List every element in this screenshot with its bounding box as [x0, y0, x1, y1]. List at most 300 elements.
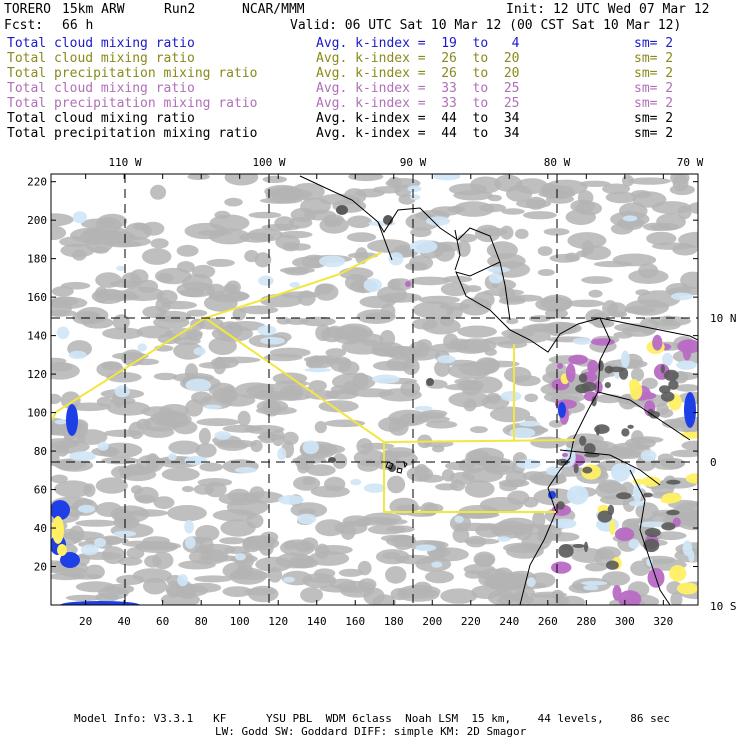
- field-cell: [439, 303, 471, 310]
- x-tick-label: 280: [576, 615, 597, 628]
- field-cell: [581, 581, 607, 585]
- field-cell: [118, 557, 143, 566]
- field-cell: [489, 273, 503, 284]
- field-cell: [662, 316, 674, 324]
- field-cell: [305, 368, 332, 372]
- field-cell: [466, 536, 487, 548]
- legend-field: Total cloud mixing ratio: [7, 51, 195, 66]
- field-cell: [631, 190, 652, 198]
- x-tick-label: 320: [653, 615, 674, 628]
- field-cell: [185, 536, 196, 549]
- field-cell: [137, 542, 181, 550]
- field-cell: [315, 284, 332, 295]
- field-cell: [113, 314, 130, 330]
- field-cell: [228, 489, 251, 503]
- y-tick-label: 80: [33, 445, 47, 459]
- legend-sm: sm= 2: [634, 51, 674, 66]
- field-cell: [43, 310, 77, 317]
- run-label: Run2: [164, 2, 196, 17]
- field-cell: [98, 587, 129, 600]
- field-cell: [529, 315, 551, 322]
- field-cell: [282, 242, 299, 251]
- field-cell: [500, 226, 514, 240]
- field-cell: [300, 587, 323, 603]
- field-cell: [63, 435, 85, 444]
- field-cell: [515, 229, 529, 239]
- field-cell: [397, 588, 439, 602]
- field-cell: [573, 338, 592, 345]
- longitude-label: 80 W: [543, 156, 571, 169]
- field-cell: [606, 561, 619, 570]
- field-cell: [185, 223, 227, 239]
- field-cell: [235, 553, 246, 560]
- field-cell: [615, 527, 634, 541]
- model-name: TORERO: [4, 2, 51, 17]
- field-cell: [675, 384, 700, 392]
- field-cell: [471, 585, 501, 599]
- field-cell: [347, 232, 376, 242]
- field-cell: [198, 478, 233, 487]
- legend-field: Total cloud mixing ratio: [7, 36, 195, 51]
- field-cell: [386, 525, 414, 532]
- field-cell: [57, 327, 70, 340]
- field-cell: [161, 301, 197, 309]
- field-cell: [204, 405, 222, 410]
- legend-sm: sm= 2: [634, 36, 674, 51]
- field-cell: [273, 373, 308, 385]
- x-tick-label: 200: [422, 615, 443, 628]
- field-cell: [661, 365, 665, 374]
- forecast-hours: 66 h: [62, 18, 94, 33]
- field-cell: [186, 379, 212, 392]
- legend-kindex: Avg. k-index = 19 to 4: [316, 36, 520, 51]
- field-cell: [680, 272, 705, 289]
- longitude-label: 70 W: [676, 156, 704, 169]
- field-cell: [558, 402, 566, 418]
- field-cell: [168, 441, 200, 455]
- field-cell: [223, 586, 253, 597]
- field-cell: [69, 451, 96, 461]
- y-tick-label: 20: [33, 560, 47, 574]
- field-cell: [673, 175, 689, 191]
- field-cell: [623, 325, 656, 337]
- field-cell: [219, 537, 245, 544]
- field-cell: [448, 392, 491, 408]
- field-cell: [92, 289, 125, 304]
- field-cell: [488, 195, 502, 202]
- field-cell: [405, 281, 411, 287]
- field-cell: [643, 223, 669, 231]
- field-cell: [291, 559, 318, 569]
- field-cell: [61, 282, 90, 290]
- field-cell: [588, 290, 602, 298]
- field-cell: [73, 211, 87, 223]
- field-cell: [233, 308, 246, 320]
- field-cell: [144, 555, 162, 568]
- field-cell: [611, 223, 634, 235]
- field-cell: [257, 434, 284, 440]
- field-cell: [483, 289, 524, 296]
- field-cell: [263, 176, 287, 183]
- field-cell: [574, 464, 579, 474]
- field-cell: [630, 436, 664, 443]
- field-cell: [246, 514, 263, 529]
- field-cell: [306, 464, 335, 476]
- field-cell: [303, 477, 316, 486]
- field-cell: [410, 194, 420, 200]
- field-cell: [407, 185, 421, 192]
- field-cell: [666, 510, 679, 515]
- field-cell: [47, 450, 60, 466]
- field-cell: [66, 404, 78, 436]
- y-tick-label: 180: [27, 252, 47, 266]
- field-cell: [141, 406, 173, 417]
- field-cell: [530, 437, 566, 449]
- field-cell: [480, 497, 523, 512]
- field-cell: [217, 357, 261, 364]
- field-cell: [566, 363, 576, 382]
- field-cell: [55, 420, 67, 425]
- field-cell: [662, 353, 673, 366]
- field-cell: [319, 255, 345, 267]
- field-cell: [75, 520, 117, 527]
- field-cell: [671, 293, 693, 301]
- field-cell: [652, 335, 662, 351]
- field-cell: [81, 544, 99, 555]
- field-cell: [682, 441, 709, 451]
- field-cell: [506, 318, 518, 324]
- field-cell: [96, 502, 123, 517]
- field-cell: [517, 459, 541, 469]
- field-cell: [608, 505, 614, 516]
- field-cell: [364, 278, 382, 292]
- field-cell: [426, 378, 434, 386]
- field-cell: [425, 571, 454, 584]
- x-tick-label: 140: [306, 615, 327, 628]
- field-cell: [501, 208, 525, 214]
- field-cell: [643, 539, 659, 552]
- init-time: Init: 12 UTC Wed 07 Mar 12: [506, 2, 710, 17]
- field-cell: [185, 456, 208, 465]
- field-cell: [97, 214, 127, 229]
- field-cell: [670, 450, 703, 458]
- legend-field: Total precipitation mixing ratio: [7, 126, 258, 141]
- field-cell: [187, 174, 210, 180]
- field-cell: [426, 421, 458, 429]
- field-cell: [582, 467, 592, 474]
- field-cell: [609, 520, 615, 536]
- field-cell: [544, 180, 587, 195]
- field-cell: [212, 388, 238, 404]
- y-tick-label: 60: [33, 483, 47, 497]
- field-cell: [497, 340, 527, 348]
- field-cell: [683, 545, 690, 551]
- field-cell: [137, 343, 147, 351]
- field-cell: [292, 456, 326, 463]
- field-cell: [652, 243, 693, 250]
- field-cell: [324, 477, 345, 492]
- field-cell: [354, 519, 372, 527]
- field-cell: [351, 388, 394, 397]
- x-tick-label: 300: [614, 615, 635, 628]
- x-tick-label: 120: [268, 615, 289, 628]
- field-cell: [497, 585, 535, 601]
- field-cell: [567, 300, 604, 308]
- x-tick-label: 240: [499, 615, 520, 628]
- field-cell: [623, 215, 638, 221]
- field-cell: [364, 483, 386, 492]
- field-cell: [380, 330, 395, 348]
- field-cell: [150, 185, 166, 200]
- field-cell: [440, 315, 454, 326]
- field-cell: [78, 505, 95, 513]
- field-cell: [432, 445, 444, 452]
- field-cell: [389, 252, 404, 265]
- field-cell: [303, 440, 319, 454]
- y-tick-label: 220: [27, 175, 47, 189]
- field-cell: [583, 585, 598, 590]
- field-cell: [686, 473, 706, 483]
- field-cell: [681, 432, 705, 439]
- field-cell: [207, 259, 235, 267]
- field-cell: [579, 373, 587, 382]
- field-cell: [155, 311, 192, 323]
- field-cell: [300, 198, 331, 215]
- field-cell: [162, 468, 200, 482]
- field-cell: [686, 521, 708, 528]
- field-cell: [57, 544, 67, 556]
- y-tick-label: 140: [27, 329, 47, 343]
- field-cell: [373, 361, 409, 371]
- legend-field: Total cloud mixing ratio: [7, 81, 195, 96]
- field-cell: [168, 453, 177, 460]
- field-cell: [470, 426, 488, 433]
- field-cell: [630, 382, 643, 400]
- field-cell: [447, 206, 465, 213]
- field-cell: [315, 325, 331, 342]
- field-cell: [71, 574, 102, 580]
- field-cell: [278, 495, 304, 505]
- field-cell: [196, 418, 239, 426]
- field-cell: [538, 269, 555, 276]
- legend-field: Total cloud mixing ratio: [7, 111, 195, 126]
- field-cell: [584, 542, 588, 553]
- field-cell: [194, 347, 206, 355]
- legend-sm: sm= 2: [634, 126, 674, 141]
- field-cell: [142, 222, 165, 236]
- x-tick-label: 20: [79, 615, 93, 628]
- field-cell: [66, 595, 101, 601]
- x-tick-label: 60: [156, 615, 170, 628]
- field-cell: [527, 577, 536, 587]
- y-tick-label: 160: [27, 291, 47, 305]
- field-cell: [347, 216, 372, 229]
- field-cell: [575, 384, 590, 393]
- field-cell: [658, 408, 673, 417]
- field-cell: [497, 536, 511, 541]
- field-cell: [277, 448, 286, 461]
- field-cell: [512, 375, 540, 386]
- field-cell: [284, 386, 311, 396]
- field-cell: [551, 562, 571, 574]
- field-cell: [501, 391, 522, 401]
- field-cell: [562, 453, 568, 457]
- field-cell: [677, 583, 698, 595]
- field-cell: [244, 250, 259, 262]
- field-cell: [558, 544, 573, 558]
- field-cell: [688, 550, 694, 563]
- field-cell: [567, 232, 606, 249]
- legend-kindex: Avg. k-index = 44 to 34: [316, 126, 520, 141]
- y-tick-label: 200: [27, 214, 47, 228]
- field-cell: [199, 428, 211, 445]
- field-cell: [114, 385, 130, 397]
- legend-sm: sm= 2: [634, 66, 674, 81]
- field-cell: [385, 566, 406, 584]
- forecast-label: Fcst:: [4, 18, 44, 33]
- field-cell: [523, 211, 557, 219]
- field-cell: [602, 300, 618, 316]
- field-cell: [598, 360, 604, 371]
- field-cell: [307, 359, 333, 368]
- field-cell: [538, 246, 553, 256]
- field-cell: [613, 442, 650, 450]
- field-cell: [143, 427, 174, 438]
- field-cell: [104, 241, 141, 248]
- field-cell: [350, 479, 361, 485]
- field-cell: [573, 544, 585, 548]
- x-tick-label: 100: [229, 615, 250, 628]
- field-cell: [605, 366, 614, 374]
- field-cell: [297, 514, 316, 525]
- field-cell: [415, 544, 436, 551]
- x-tick-label: 220: [460, 615, 481, 628]
- field-cell: [270, 348, 311, 358]
- field-cell: [52, 516, 64, 544]
- field-cell: [151, 238, 169, 248]
- field-cell: [547, 532, 580, 541]
- model-info: Model Info: V3.3.1 KF YSU PBL WDM 6class Noah LSM 15 km, 44 levels, 86 sec: [74, 712, 671, 725]
- field-cell: [621, 351, 630, 368]
- field-cell: [419, 296, 460, 304]
- field-cell: [244, 425, 284, 434]
- field-cell: [490, 407, 530, 423]
- y-tick-label: 120: [27, 368, 47, 382]
- field-cell: [409, 277, 450, 286]
- longitude-label: 90 W: [399, 156, 427, 169]
- field-cell: [519, 421, 540, 427]
- field-cell: [98, 442, 109, 451]
- field-cell: [619, 368, 628, 380]
- org-label: NCAR/MMM: [242, 2, 305, 17]
- field-cell: [643, 493, 652, 498]
- field-cell: [499, 479, 530, 487]
- field-cell: [177, 261, 195, 273]
- valid-time: Valid: 06 UTC Sat 10 Mar 12 (00 CST Sat 10 Mar 12): [290, 18, 682, 33]
- x-tick-label: 180: [383, 615, 404, 628]
- field-cell: [441, 282, 471, 296]
- field-cell: [48, 297, 88, 309]
- field-cell: [487, 267, 510, 273]
- field-cell: [94, 538, 106, 547]
- field-cell: [360, 296, 396, 308]
- field-cell: [195, 544, 236, 555]
- field-cell: [407, 466, 433, 481]
- legend-field: Total precipitation mixing ratio: [7, 66, 258, 81]
- field-cell: [128, 422, 144, 439]
- x-tick-label: 160: [345, 615, 366, 628]
- field-cell: [666, 480, 680, 485]
- field-cell: [616, 492, 631, 499]
- field-cell: [566, 209, 596, 225]
- field-cell: [576, 251, 588, 258]
- field-cell: [47, 394, 62, 404]
- field-cell: [116, 266, 125, 271]
- field-cell: [285, 318, 309, 325]
- field-cell: [494, 175, 522, 192]
- resolution: 15km ARW: [62, 2, 125, 17]
- field-cell: [360, 443, 394, 450]
- field-cell: [143, 578, 167, 595]
- field-cell: [605, 382, 611, 388]
- field-cell: [259, 540, 274, 555]
- field-cell: [192, 265, 216, 278]
- field-cell: [596, 427, 600, 436]
- field-cell: [344, 188, 367, 204]
- field-cell: [337, 581, 375, 593]
- field-cell: [257, 325, 276, 335]
- longitude-label: 110 W: [108, 156, 142, 169]
- legend-sm: sm= 2: [634, 81, 674, 96]
- field-cell: [556, 501, 564, 510]
- field-cell: [475, 225, 501, 242]
- field-cell: [626, 299, 669, 315]
- field-cell: [669, 565, 686, 582]
- field-cell: [437, 355, 456, 363]
- y-tick-label: 40: [33, 522, 47, 536]
- field-cell: [69, 526, 84, 543]
- field-cell: [340, 523, 355, 540]
- field-cell: [415, 406, 433, 411]
- field-cell: [664, 370, 679, 381]
- field-cell: [180, 289, 205, 297]
- field-cell: [339, 569, 363, 577]
- field-cell: [257, 400, 289, 413]
- field-cell: [557, 363, 563, 369]
- x-tick-label: 80: [194, 615, 208, 628]
- legend-sm: sm= 2: [634, 96, 674, 111]
- field-cell: [194, 575, 232, 582]
- field-cell: [628, 177, 671, 184]
- field-cell: [389, 418, 409, 436]
- field-cell: [338, 361, 359, 375]
- field-cell: [587, 360, 598, 374]
- field-cell: [628, 539, 639, 549]
- field-cell: [135, 495, 155, 503]
- cloud-shading: [34, 169, 718, 610]
- field-cell: [339, 267, 373, 279]
- field-cell: [661, 392, 675, 402]
- physics-info: LW: Godd SW: Goddard DIFF: simple KM: 2D Smagor: [215, 725, 527, 738]
- field-cell: [487, 241, 518, 259]
- field-cell: [602, 184, 630, 195]
- field-cell: [96, 477, 128, 493]
- field-cell: [641, 450, 657, 461]
- field-cell: [142, 248, 172, 265]
- field-cell: [104, 227, 128, 240]
- field-cell: [676, 361, 697, 370]
- field-cell: [457, 326, 497, 338]
